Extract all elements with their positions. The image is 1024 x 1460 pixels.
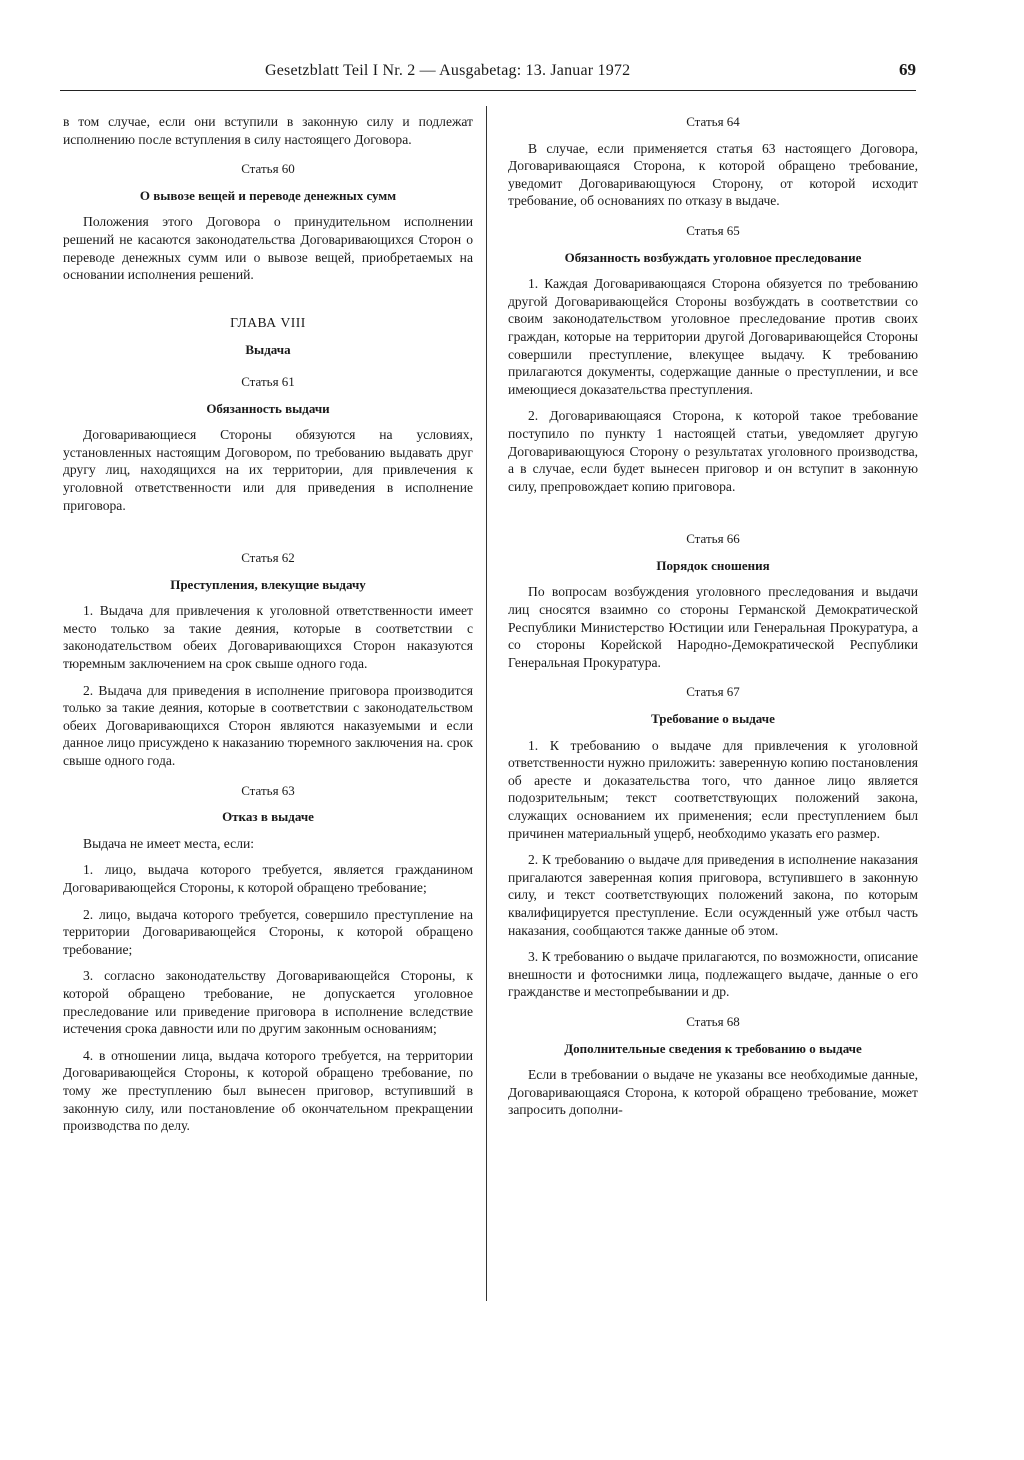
- article-62-number: Статья 62: [241, 550, 295, 566]
- article-63-title: Отказ в выдаче: [222, 809, 314, 825]
- article-62-paragraph-1: 1. Выдача для привлечения к уголовной ответственности имеет место только за такие деяния, которые в соответствии с законодательством обеих Договаривающихся Сторон наказуются тюремным заключением на срок свыше одного года.: [63, 603, 473, 672]
- article-64-number: Статья 64: [686, 114, 740, 129]
- article-65-number: Статья 65: [686, 222, 740, 238]
- gazette-title: Gesetzblatt Teil I Nr. 2 — Ausgabetag: 13. Januar 1972: [265, 62, 631, 79]
- article-68-paragraph: Если в требовании о выдаче не указаны все необходимые данные, Договаривающаяся Сторона, к которой обращено требование, может запросить дополни-: [508, 1067, 918, 1118]
- article-63-intro: Выдача не имеет места, если:: [83, 835, 255, 851]
- article-67-paragraph-1: 1. К требованию о выдаче для привлечения к уголовной ответственности нужно приложить: заверенную копию постановления об аресте и доказательства того, что данное лицо является подозрительным; текст соответствующих положений закона, служащих основанием их применения; если преступлением был причинен материальный ущерб, необходимо указать его размер.: [508, 737, 918, 841]
- article-60-number: Статья 60: [241, 161, 295, 177]
- intro-paragraph: в том случае, если они вступили в законную силу и подлежат исполнению после вступления в силу настоящего Договора.: [63, 114, 473, 147]
- article-65-title: Обязанность возбуждать уголовное преследование: [564, 249, 862, 265]
- right-column: [508, 113, 918, 1128]
- article-62-title: Преступления, влекущие выдачу: [170, 576, 366, 592]
- article-68-number: Статья 68: [686, 1013, 740, 1029]
- article-64-paragraph: В случае, если применяется статья 63 настоящего Договора, Договаривающаяся Сторона, к которой обращено требование, уведомит Договаривающуюся Сторону, от которой исходит требование, об основаниях по отказу в выдаче.: [508, 140, 918, 209]
- article-60-title: О вывозе вещей и переводе денежных сумм: [139, 187, 397, 203]
- article-63-item-4: 4. в отношении лица, выдача которого требуется, на территории Договаривающейся Стороны, к которой обращено требование, по тому же преступлению был вынесен приговор, вступивший в законную силу, или постановление об окончательном прекращении производства по делу.: [63, 1047, 473, 1134]
- article-62-paragraph-2: 2. Выдача для приведения в исполнение приговора производится только за такие деяния, которые в соответствии с законодательством обеих Договаривающихся Сторон являются наказуемыми и если данное лицо присуждено к наказанию тюремного заключения на. срок свыше одного года.: [63, 682, 473, 769]
- article-66-paragraph: По вопросам возбуждения уголовного преследования и выдачи лиц сносятся взаимно со стороны Германской Демократической Республики Министерство Юстиции или Генеральная Прокуратура, а со стороны Корейской Народно-Демократической Республики Генеральная Прокуратура.: [508, 584, 918, 670]
- article-67-paragraph-2: 2. К требованию о выдаче для приведения в исполнение наказания пригалаются заверенная копия приговора, вступившего в законную силу, и текст соответствующих положений закона, по которым квалифицируется преступление. Если осужденный уже отбыл часть наказания, сообщаются также данные об этом.: [508, 852, 918, 938]
- article-66-title: Порядок сношения: [656, 557, 770, 573]
- article-63-item-1: 1. лицо, выдача которого требуется, является гражданином Договаривающейся Стороны, к которой обращено требование;: [63, 862, 473, 895]
- article-67-title: Требование о выдаче: [651, 711, 775, 727]
- article-68-title: Дополнительные сведения к требованию о выдаче: [564, 1040, 862, 1056]
- article-67-paragraph-3: 3. К требованию о выдаче прилагаются, по возможности, описание внешности и фотоснимки лица, подлежащего выдаче, данные о его гражданстве и местопребывании и др.: [508, 949, 918, 1000]
- article-61-number: Статья 61: [241, 373, 295, 389]
- article-60-paragraph: Положения этого Договора о принудительном исполнении решений не касаются законодательства Договаривающихся Сторон о переводе денежных сумм или о вывозе вещей, приобретаемых на основании исполнения решений.: [63, 214, 473, 283]
- article-61-title: Обязанность выдачи: [206, 400, 330, 416]
- article-63-number: Статья 63: [241, 782, 295, 798]
- article-61-paragraph: Договаривающиеся Стороны обязуются на условиях, установленных настоящим Договором, по требованию выдавать друг другу лиц, находящихся на их территории, для привлечения к уголовной ответственности или для приведения в исполнение приговора.: [63, 427, 473, 513]
- left-column: [63, 113, 473, 1144]
- column-divider: [486, 106, 487, 1301]
- page-header: [60, 60, 916, 91]
- chapter-heading: ГЛАВА VIII: [230, 314, 306, 330]
- article-63-item-3: 3. согласно законодательству Договаривающейся Стороны, к которой обращено требование, не допускается уголовное преследование или приведение приговора в исполнение вследствие истечения срока давности или по другим законным основаниям;: [63, 968, 473, 1037]
- page-number: 69: [899, 60, 916, 79]
- chapter-title: Выдача: [245, 342, 291, 358]
- article-66-number: Статья 66: [686, 531, 740, 547]
- article-65-paragraph-1: 1. Каждая Договаривающаяся Сторона обязуется по требованию другой Договаривающейся Стороны возбуждать в соответствии со своим законодательством уголовное преследование против своих граждан, которые на территории другой Договаривающейся Стороны совершили преступление, влекущее выдачу. К требованию прилагаются документы, содержащие данные о преступлении, и все имеющиеся доказательства преступления.: [508, 276, 918, 397]
- article-65-paragraph-2: 2. Договаривающаяся Сторона, к которой такое требование поступило по пункту 1 настоящей статьи, уведомляет другую Договаривающуюся Сторону о результатах уголовного производства, а в случае, если будет вынесен приговор и он вступит в законную силу, препровождает копию приговора.: [508, 408, 918, 494]
- article-67-number: Статья 67: [686, 684, 740, 700]
- article-63-item-2: 2. лицо, выдача которого требуется, совершило преступление на территории Договаривающейся Стороны, к которой обращено требование;: [63, 906, 473, 957]
